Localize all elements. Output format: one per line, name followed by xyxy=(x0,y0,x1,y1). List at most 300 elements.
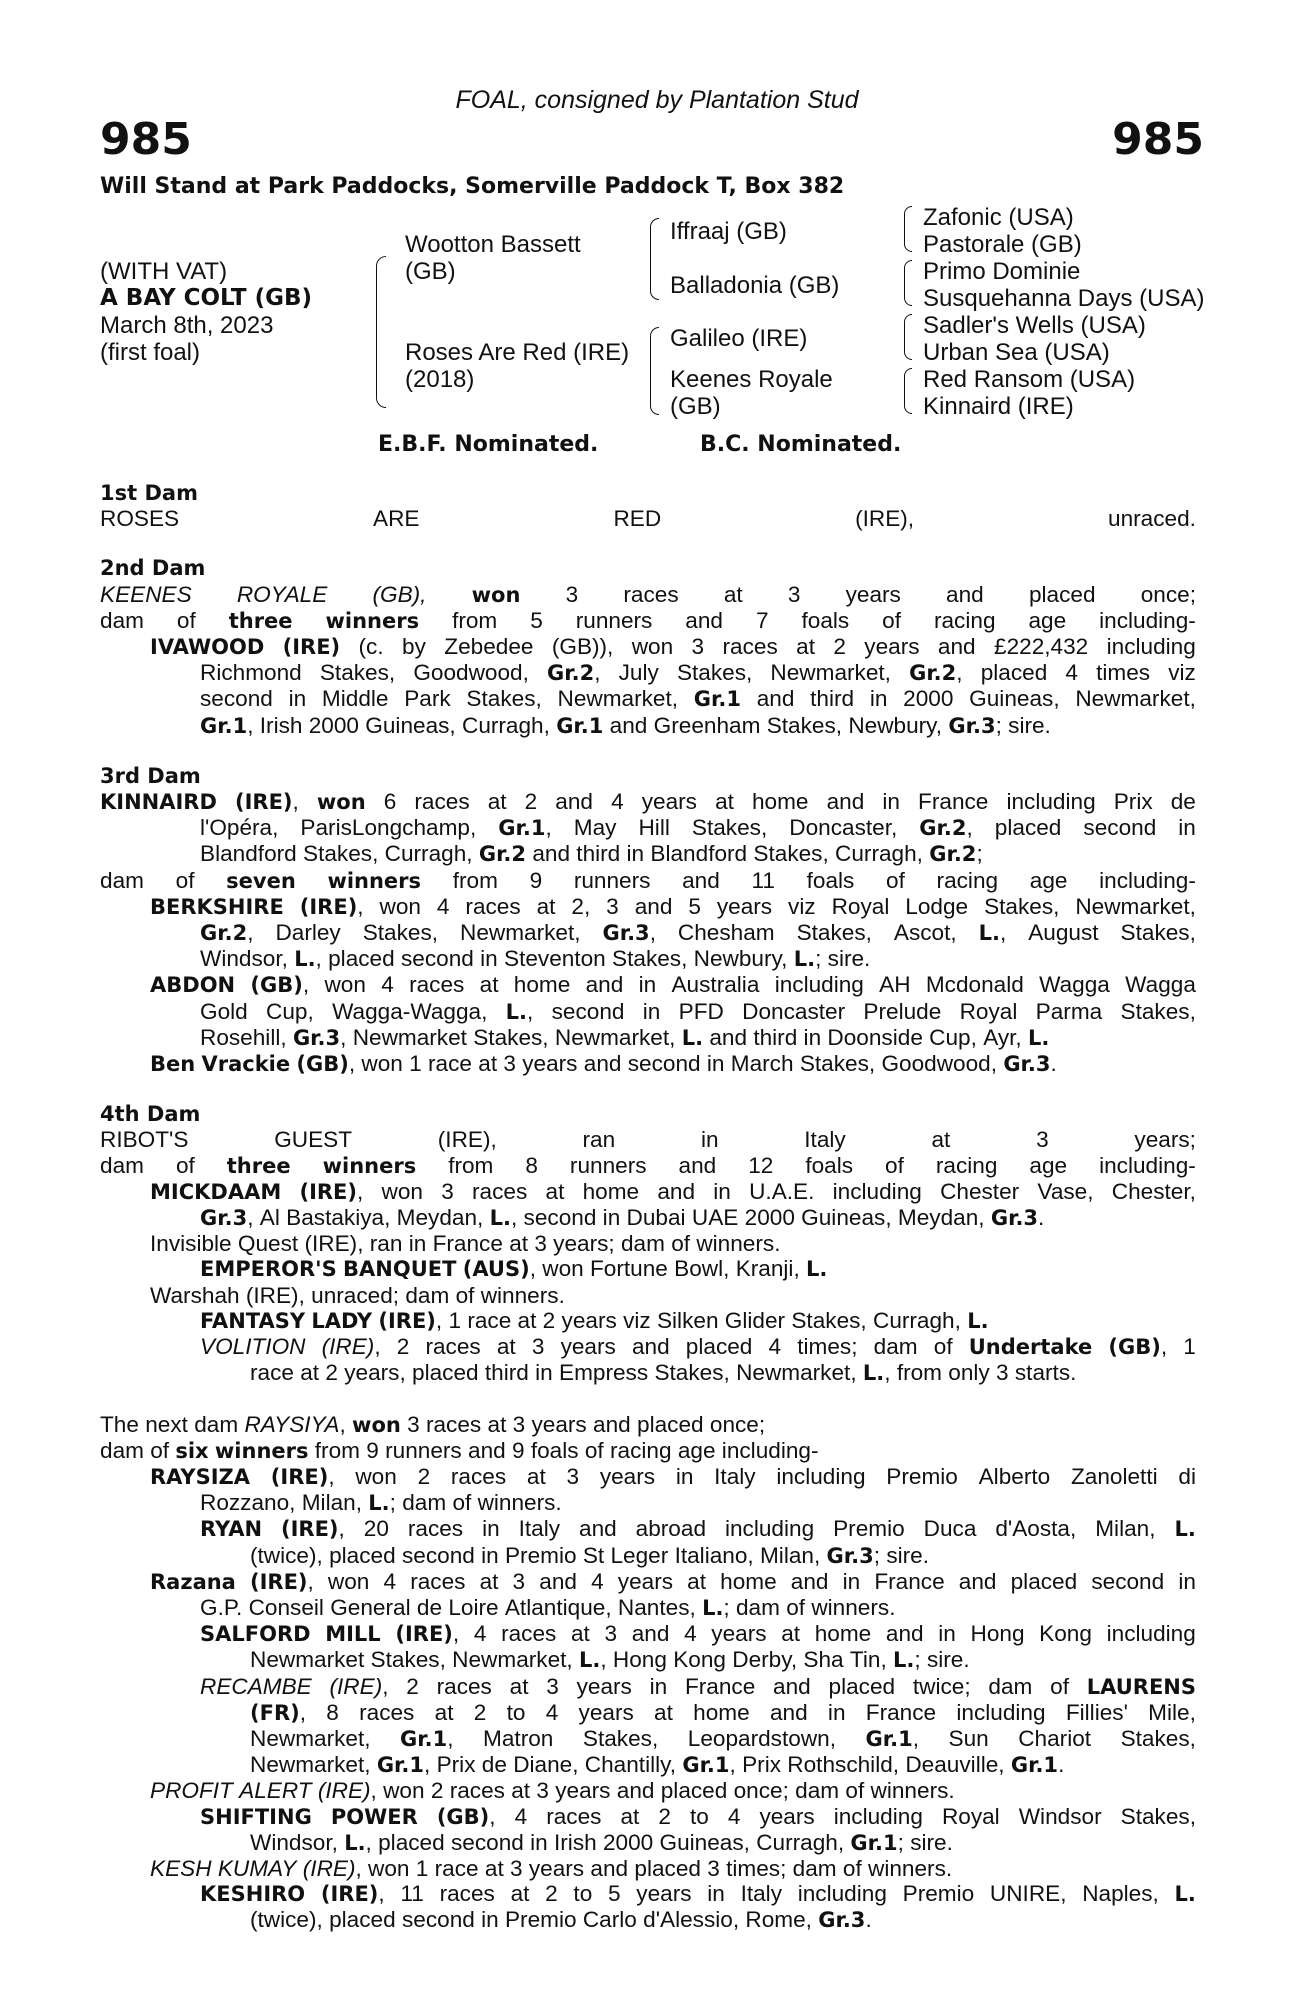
plain-text: , xyxy=(315,946,322,972)
word xyxy=(1175,1881,1196,1907)
word xyxy=(632,1334,670,1360)
word xyxy=(510,1674,529,1700)
word xyxy=(366,1438,385,1464)
plain-text: , xyxy=(370,1778,377,1804)
text-line xyxy=(100,506,1196,531)
word xyxy=(736,1256,806,1282)
text-line xyxy=(100,1881,1196,1907)
plain-text: Stakes, xyxy=(1120,1725,1196,1751)
plain-text: 9 xyxy=(366,1437,379,1463)
plain-text: second xyxy=(551,998,625,1024)
word xyxy=(827,1543,887,1569)
bold-text: SALFORD xyxy=(200,1622,311,1647)
plain-text: of xyxy=(882,607,902,633)
word xyxy=(818,1907,871,1933)
word xyxy=(786,1595,811,1621)
word xyxy=(555,1778,617,1803)
word xyxy=(507,1700,526,1726)
word xyxy=(100,1412,145,1438)
bold-text: Gr.1 xyxy=(376,1753,425,1778)
word xyxy=(828,946,871,972)
word xyxy=(200,1256,343,1282)
word xyxy=(250,1830,344,1856)
plain-text: RIBOT'S xyxy=(100,1127,189,1153)
dam-dam-country: (GB) xyxy=(670,393,721,420)
word xyxy=(678,920,775,946)
word xyxy=(274,1127,352,1152)
word xyxy=(561,1334,616,1360)
plain-text: Carlo xyxy=(582,1907,637,1933)
plain-text: Newmarket, xyxy=(250,1752,371,1778)
plain-text: , xyxy=(447,1725,454,1751)
plain-text: races xyxy=(501,1621,557,1647)
plain-text: racing xyxy=(936,867,999,893)
word xyxy=(801,1205,898,1231)
bold-text: (GB) xyxy=(1108,1335,1161,1360)
word xyxy=(1018,1726,1091,1752)
word xyxy=(1183,1334,1196,1360)
plain-text: Windsor, xyxy=(250,1829,338,1855)
word xyxy=(200,1490,302,1516)
word xyxy=(781,1621,800,1647)
word xyxy=(444,634,533,660)
word xyxy=(200,660,302,686)
word xyxy=(532,1334,545,1360)
plain-text: and xyxy=(709,1024,748,1050)
text-line xyxy=(100,713,1196,739)
word xyxy=(736,1360,863,1386)
plain-text: and xyxy=(790,1568,829,1594)
plain-text: second xyxy=(627,1051,701,1077)
plain-text: and xyxy=(657,1178,696,1204)
plain-text: at xyxy=(517,1307,537,1333)
word xyxy=(701,1127,719,1152)
word xyxy=(827,789,865,815)
word xyxy=(579,1516,617,1542)
word xyxy=(250,1726,371,1752)
word xyxy=(320,660,395,686)
plain-text: Kranji, xyxy=(735,1256,800,1282)
word xyxy=(800,1051,882,1077)
text-line xyxy=(100,1726,1196,1752)
plain-text: including- xyxy=(1099,1152,1196,1178)
plain-text: won xyxy=(381,1178,423,1204)
plain-text: Guineas, xyxy=(801,1205,892,1231)
dam-year: (2018) xyxy=(405,366,475,393)
plain-text: Meydan, xyxy=(396,1205,484,1231)
plain-text: in xyxy=(408,1231,427,1257)
plain-text: sire. xyxy=(827,946,871,972)
plain-text: home xyxy=(814,1621,872,1647)
word xyxy=(753,1025,803,1051)
word xyxy=(329,1907,402,1933)
plain-text: race xyxy=(250,1360,294,1386)
word xyxy=(797,920,872,946)
word xyxy=(452,1490,477,1516)
word xyxy=(843,1569,861,1595)
plain-text: Richmond xyxy=(200,660,302,686)
plain-text: dam xyxy=(620,1231,665,1257)
plain-text: 6 xyxy=(383,789,397,815)
word xyxy=(949,1726,989,1752)
plain-text: 3 xyxy=(512,1568,526,1594)
plain-text: Silken xyxy=(656,1307,719,1333)
plain-text: including xyxy=(724,1516,815,1542)
word xyxy=(321,1881,385,1907)
word xyxy=(200,1205,260,1231)
plain-text: races xyxy=(623,581,679,607)
plain-text: placed xyxy=(329,1907,396,1933)
plain-text: 3 xyxy=(1036,1127,1049,1153)
word xyxy=(318,1778,383,1803)
plain-text: 4 xyxy=(727,1803,741,1829)
plain-text: once; xyxy=(1140,581,1196,607)
plain-text: France xyxy=(432,1231,503,1257)
word xyxy=(482,1752,513,1778)
word xyxy=(634,1856,707,1881)
word xyxy=(485,1360,535,1386)
word xyxy=(642,789,697,815)
plain-text: in xyxy=(706,1051,725,1077)
plain-text: de xyxy=(1170,789,1196,815)
word xyxy=(679,1153,717,1179)
bold-text: Gr.1 xyxy=(865,1726,913,1751)
plain-text: dam xyxy=(100,1437,144,1463)
plain-text: races xyxy=(450,1463,507,1489)
word xyxy=(246,1283,311,1308)
word xyxy=(293,1025,353,1051)
word xyxy=(618,1569,673,1595)
italic-text: KESH xyxy=(150,1855,212,1881)
plain-text: runners xyxy=(385,1437,462,1463)
plain-text: unraced. xyxy=(1108,506,1196,532)
word xyxy=(710,1412,765,1438)
text-line xyxy=(100,608,1196,634)
word xyxy=(150,1283,246,1308)
plain-text: Stakes, xyxy=(1120,920,1196,946)
word xyxy=(235,789,299,815)
word xyxy=(924,1516,977,1542)
plain-text: at xyxy=(715,789,734,815)
word xyxy=(150,1231,238,1256)
plain-text: races xyxy=(449,1778,505,1804)
word xyxy=(323,1153,417,1179)
plain-text: in xyxy=(675,1463,694,1489)
text-line xyxy=(100,1179,1196,1205)
plain-text: to xyxy=(506,1699,526,1725)
word xyxy=(100,608,144,634)
ggs-2: Primo Dominie xyxy=(923,258,1081,285)
plain-text: (twice), xyxy=(250,1542,323,1568)
plain-text: Ayr, xyxy=(983,1024,1022,1050)
lot-number-left: 985 xyxy=(100,114,192,165)
word xyxy=(383,1778,431,1803)
word xyxy=(309,713,366,739)
bold-text: L. xyxy=(793,947,816,972)
word xyxy=(200,1516,262,1542)
pedigree-brace xyxy=(376,256,386,408)
word xyxy=(271,1464,335,1490)
text-line xyxy=(100,1907,1196,1933)
plain-text: Kong xyxy=(673,1647,726,1673)
word xyxy=(327,868,421,894)
plain-text: Prix xyxy=(742,1752,782,1778)
word xyxy=(344,1830,378,1856)
word xyxy=(397,1205,490,1231)
plain-text: and xyxy=(583,1051,622,1077)
word xyxy=(934,1334,953,1360)
word xyxy=(503,1051,522,1077)
plain-text: Guineas, xyxy=(969,686,1060,712)
word xyxy=(311,1283,405,1308)
bold-text: Gr.1 xyxy=(850,1830,898,1855)
plain-text: in xyxy=(626,841,645,867)
word xyxy=(100,868,144,894)
plain-text: (IRE), xyxy=(437,1127,497,1153)
plain-text: Naples, xyxy=(1082,1881,1159,1907)
text-line xyxy=(100,686,1196,712)
plain-text: 3 xyxy=(565,581,579,607)
plain-text: years, xyxy=(344,1360,406,1386)
word xyxy=(938,634,976,660)
bold-text: Gr.3 xyxy=(818,1908,866,1933)
word xyxy=(919,815,972,841)
plain-text: race xyxy=(434,1855,479,1881)
plain-text: 4 xyxy=(436,893,450,919)
word xyxy=(289,686,307,712)
bold-text: MILL xyxy=(325,1622,381,1647)
word xyxy=(696,1231,780,1256)
plain-text: Chester xyxy=(940,1178,1020,1204)
plain-text: 2, xyxy=(571,893,591,919)
word xyxy=(328,1569,369,1595)
word xyxy=(832,894,890,920)
word xyxy=(438,1127,497,1152)
plain-text: Chantilly, xyxy=(584,1752,677,1778)
word xyxy=(905,1752,1011,1778)
word xyxy=(413,660,529,686)
italic-text: PROFIT xyxy=(150,1778,233,1804)
plain-text: years xyxy=(711,1621,767,1647)
text-line xyxy=(100,1543,1196,1569)
plain-text: at xyxy=(723,581,743,607)
word xyxy=(315,1438,366,1464)
word xyxy=(201,1051,296,1077)
word xyxy=(364,1516,389,1542)
plain-text: races xyxy=(409,972,465,998)
word xyxy=(946,582,984,608)
stand-location: Will Stand at Park Paddocks, Somerville Paddock T, Box 382 xyxy=(100,174,845,199)
word xyxy=(510,1856,529,1881)
plain-text: 3 xyxy=(546,1673,559,1699)
word xyxy=(100,1127,188,1152)
sire-name: Wootton Bassett xyxy=(405,231,581,258)
plain-text: Stakes, xyxy=(796,920,872,946)
plain-text: 2000 xyxy=(602,1829,654,1855)
word xyxy=(707,1051,731,1077)
word xyxy=(552,999,625,1025)
word xyxy=(583,1543,611,1569)
plain-text: including xyxy=(774,972,864,998)
plain-text: , xyxy=(729,1752,736,1778)
plain-text: ; xyxy=(914,1647,921,1673)
plain-text: France xyxy=(684,1673,756,1699)
italic-text: ALERT xyxy=(239,1778,312,1804)
word xyxy=(418,1464,431,1490)
word xyxy=(200,1804,312,1830)
plain-text: Curragh, xyxy=(873,1307,961,1333)
plain-text: de xyxy=(481,1752,507,1778)
plain-text: Newmarket xyxy=(250,1647,365,1673)
word xyxy=(325,1360,344,1386)
word xyxy=(650,1674,668,1700)
word xyxy=(100,1153,144,1179)
plain-text: won xyxy=(368,1855,410,1881)
plain-text: , xyxy=(338,1516,345,1542)
plain-text: . xyxy=(1050,1051,1057,1077)
plain-text: Stakes, xyxy=(303,841,379,867)
plain-text: Windsor, xyxy=(200,946,288,972)
plain-text: placed xyxy=(1010,1568,1078,1594)
bold-text: Gr.2 xyxy=(929,842,977,867)
word xyxy=(996,1360,1015,1386)
plain-text: (IRE), xyxy=(304,1231,364,1257)
word xyxy=(406,1674,419,1700)
word xyxy=(359,1700,414,1726)
sire-sire: Iffraaj (GB) xyxy=(670,218,787,245)
plain-text: to xyxy=(573,1881,593,1907)
italic-text: ROYALE xyxy=(236,581,328,607)
plain-text: Premio xyxy=(902,1881,975,1907)
plain-text: Stakes, xyxy=(676,660,753,686)
word xyxy=(200,686,273,712)
plain-text: Glider xyxy=(724,1307,786,1333)
word xyxy=(984,894,1059,920)
dam-section xyxy=(100,1412,1196,1934)
word xyxy=(657,1179,695,1205)
plain-text: won xyxy=(361,1051,403,1077)
word xyxy=(728,1804,741,1830)
word xyxy=(714,1464,755,1490)
word xyxy=(903,1881,975,1907)
word xyxy=(200,1881,305,1907)
plain-text: France xyxy=(918,789,989,815)
plain-text: 2 xyxy=(545,1881,558,1907)
plain-text: Vase, xyxy=(1037,1178,1094,1204)
word xyxy=(675,1543,760,1569)
plain-text: Blandford xyxy=(200,841,297,867)
dam-section xyxy=(100,1102,1196,1386)
word xyxy=(613,1647,673,1673)
word xyxy=(886,1543,929,1569)
word xyxy=(412,1360,485,1386)
plain-text: races xyxy=(425,1334,481,1360)
bold-text: (GB) xyxy=(296,1052,349,1077)
dam-dam: Keenes Royale xyxy=(670,366,833,393)
plain-text: at xyxy=(620,1803,640,1829)
word xyxy=(627,1205,692,1231)
plain-text: age xyxy=(677,1437,716,1463)
plain-text: Newmarket, xyxy=(1075,686,1196,712)
word xyxy=(546,1674,559,1700)
plain-text: once; xyxy=(709,1411,766,1437)
plain-text: Bastakiya, xyxy=(286,1205,391,1231)
word xyxy=(603,1830,660,1856)
word xyxy=(905,894,968,920)
word xyxy=(1039,1621,1092,1647)
plain-text: Lodge xyxy=(905,893,969,919)
word xyxy=(462,713,556,739)
plain-text: of xyxy=(845,1778,865,1804)
italic-text: RAYSIYA xyxy=(244,1411,340,1437)
plain-text: 4 xyxy=(381,972,394,998)
word xyxy=(250,1752,377,1778)
plain-text: , xyxy=(340,1024,347,1050)
pedigree-brace xyxy=(650,218,659,300)
plain-text: including xyxy=(833,1803,923,1829)
plain-text: Newbury, xyxy=(848,712,943,738)
plain-text: Leopardstown, xyxy=(687,1725,836,1751)
word xyxy=(530,608,543,634)
plain-text: in xyxy=(827,1699,846,1725)
plain-text: ; xyxy=(723,1594,730,1620)
plain-text: , xyxy=(594,660,601,686)
word xyxy=(610,1543,674,1569)
text-line xyxy=(100,1516,1196,1542)
plain-text: Al xyxy=(259,1205,280,1231)
plain-text: at xyxy=(654,1699,673,1725)
plain-text: Stakes, xyxy=(984,893,1060,919)
word xyxy=(460,920,581,946)
word xyxy=(591,1569,604,1595)
word xyxy=(530,1830,554,1856)
word xyxy=(433,1231,510,1256)
word xyxy=(685,1674,755,1700)
bold-text: Gr.1 xyxy=(1010,1753,1059,1778)
plain-text: 9 xyxy=(529,867,543,893)
plain-text: won xyxy=(631,634,674,660)
word xyxy=(397,1334,410,1360)
plain-text: at xyxy=(509,1673,529,1699)
plain-text: , xyxy=(374,1334,381,1360)
plain-text: Atlantique, xyxy=(504,1594,612,1620)
plain-text: sire. xyxy=(910,1829,953,1855)
bold-text: Razana xyxy=(150,1569,236,1594)
word xyxy=(632,634,673,660)
plain-text: Conseil xyxy=(248,1594,324,1620)
text-line xyxy=(100,1256,1196,1282)
text-line xyxy=(100,894,1196,920)
plain-text: Stakes, xyxy=(1120,998,1196,1024)
plain-text: Wagga-Wagga, xyxy=(332,998,488,1024)
word xyxy=(692,1205,745,1231)
plain-text: in xyxy=(288,686,307,712)
plain-text: at xyxy=(781,1621,801,1647)
word xyxy=(435,1856,485,1881)
plain-text: 3 xyxy=(691,634,705,660)
plain-text: Irish xyxy=(259,712,303,738)
word xyxy=(448,1595,505,1621)
word xyxy=(604,1621,617,1647)
plain-text: 3 xyxy=(503,1051,516,1077)
word xyxy=(654,1700,673,1726)
plain-text: and xyxy=(885,1621,924,1647)
bold-text: KINNAIRD xyxy=(100,790,217,815)
plain-text: races xyxy=(439,1881,495,1907)
word xyxy=(332,999,487,1025)
word xyxy=(1121,1804,1196,1830)
word xyxy=(576,608,653,634)
